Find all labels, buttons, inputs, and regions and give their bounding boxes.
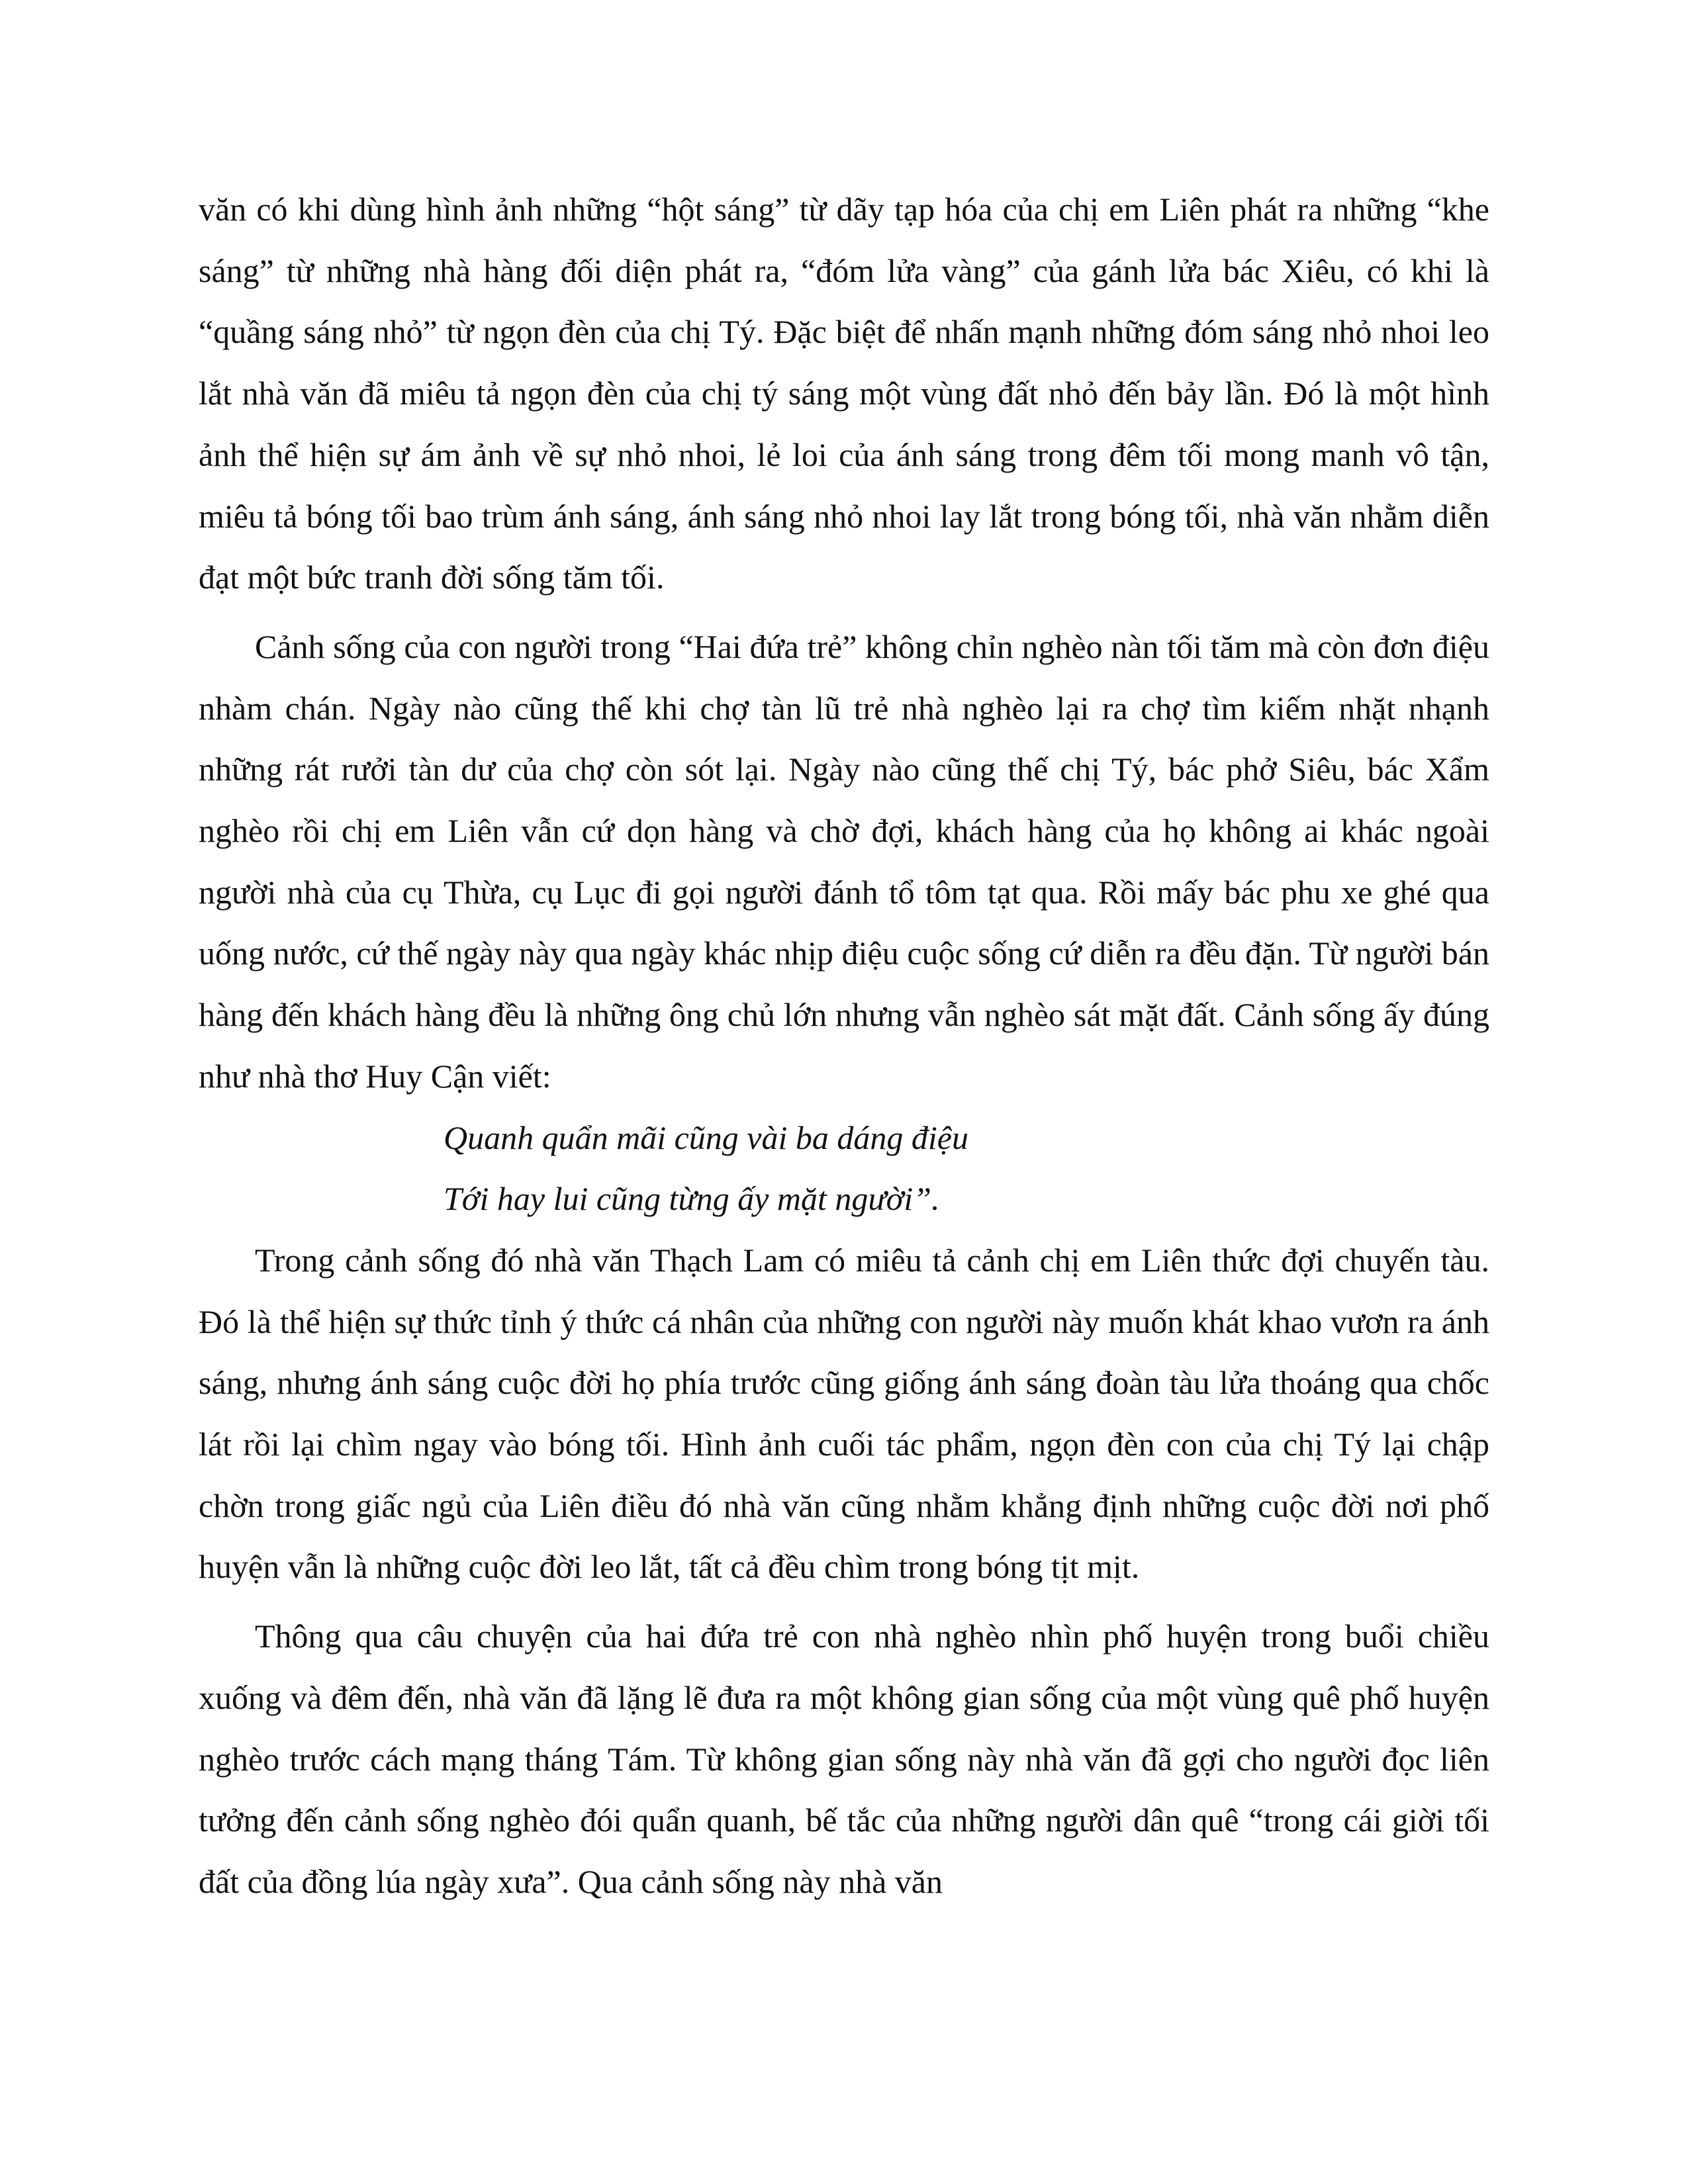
- verse-line-2: Tới hay lui cũng từng ấy mặt người”.: [444, 1180, 940, 1218]
- paragraph-2: Cảnh sống của con người trong “Hai đứa trẻ” không chỉn nghèo nàn tối tăm mà còn đơn điệu nhàm chán. Ngày nào cũng thế khi chợ tàn lũ trẻ nhà nghèo lại ra chợ tìm kiếm nhặt nhạnh những rát rưởi tàn dư của chợ còn sót lại. Ngày nào cũng thế chị Tý, bác phở Siêu, bác Xẩm nghèo rồi chị em Liên vẫn cứ dọn hàng và chờ đợi, khách hàng của họ không ai khác ngoài người nhà của cụ Thừa, cụ Lục đi gọi người đánh tổ tôm tạt qua. Rồi mấy bác phu xe ghé qua uống nước, cứ thế ngày này qua ngày khác nhịp điệu cuộc sống cứ diễn ra đều đặn. Từ người bán hàng đến khách hàng đều là những ông chủ lớn nhưng vẫn nghèo sát mặt đất. Cảnh sống ấy đúng như nhà thơ Huy Cận viết:: [199, 627, 1489, 1095]
- paragraph-4: Thông qua câu chuyện của hai đứa trẻ con nhà nghèo nhìn phố huyện trong buổi chiều xuống và đêm đến, nhà văn đã lặng lẽ đưa ra một không gian sống của một vùng quê phố huyện nghèo trước cách mạng tháng Tám. Từ không gian sống này nhà văn đã gợi cho người đọc liên tưởng đến cảnh sống nghèo đói quẩn quanh, bế tắc của những người dân quê “trong cái giời tối đất của đồng lúa ngày xưa”. Qua cảnh sống này nhà văn: [199, 1617, 1489, 1900]
- paragraph-1: văn có khi dùng hình ảnh những “hột sáng” từ dãy tạp hóa của chị em Liên phát ra những “khe sáng” từ những nhà hàng đối diện phát ra, “đóm lửa vàng” của gánh lửa bác Xiêu, có khi là “quầng sáng nhỏ” từ ngọn đèn của chị Tý. Đặc biệt để nhấn mạnh những đóm sáng nhỏ nhoi leo lắt nhà văn đã miêu tả ngọn đèn của chị tý sáng một vùng đất nhỏ đến bảy lần. Đó là một hình ảnh thể hiện sự ám ảnh về sự nhỏ nhoi, lẻ loi của ánh sáng trong đêm tối mong manh vô tận, miêu tả bóng tối bao trùm ánh sáng, ánh sáng nhỏ nhoi lay lắt trong bóng tối, nhà văn nhằm diễn đạt một bức tranh đời sống tăm tối.: [199, 191, 1489, 596]
- paragraph-3: Trong cảnh sống đó nhà văn Thạch Lam có miêu tả cảnh chị em Liên thức đợi chuyến tàu. Đó là thể hiện sự thức tỉnh ý thức cá nhân của những con người này muốn khát khao vươn ra ánh sáng, nhưng ánh sáng cuộc đời họ phía trước cũng giống ánh sáng đoàn tàu lửa thoáng qua chốc lát rồi lại chìm ngay vào bóng tối. Hình ảnh cuối tác phẩm, ngọn đèn con của chị Tý lại chập chờn trong giấc ngủ của Liên điều đó nhà văn cũng nhằm khẳng định những cuộc đời nơi phố huyện vẫn là những cuộc đời leo lắt, tất cả đều chìm trong bóng tịt mịt.: [199, 1241, 1489, 1586]
- body-text: [199, 179, 1489, 1913]
- verse-line-1: Quanh quẩn mãi cũng vài ba dáng điệu: [444, 1118, 968, 1156]
